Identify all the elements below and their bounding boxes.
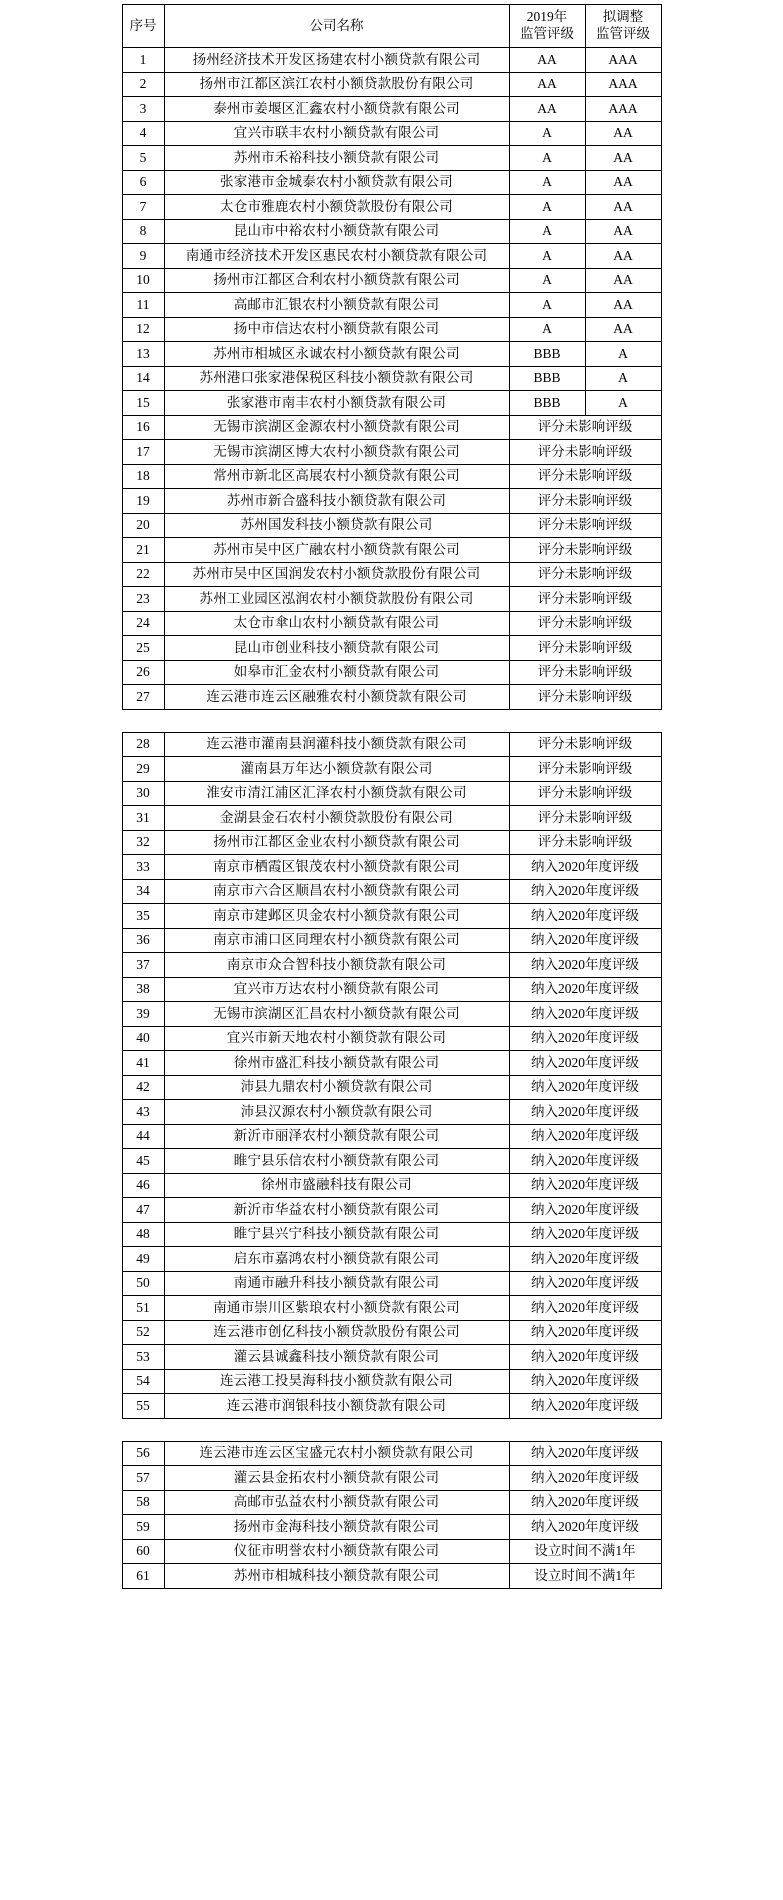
cell-company-name: 扬州市江都区金业农村小额贷款有限公司 <box>164 830 509 855</box>
cell-no: 51 <box>122 1296 164 1321</box>
cell-new-rating: AA <box>585 146 661 171</box>
cell-no: 19 <box>122 489 164 514</box>
table-row <box>122 293 661 318</box>
table-row <box>122 1320 661 1345</box>
cell-rating-note: 评分未影响评级 <box>509 781 661 806</box>
cell-no: 11 <box>122 293 164 318</box>
cell-no: 8 <box>122 219 164 244</box>
cell-rating-note: 评分未影响评级 <box>509 464 661 489</box>
cell-rating-note: 评分未影响评级 <box>509 806 661 831</box>
cell-no: 35 <box>122 904 164 929</box>
cell-company-name: 南通市融升科技小额贷款有限公司 <box>164 1271 509 1296</box>
cell-no: 24 <box>122 611 164 636</box>
cell-rating-note: 纳入2020年度评级 <box>509 1515 661 1540</box>
table-row <box>122 317 661 342</box>
table-row <box>122 1124 661 1149</box>
cell-rating-note: 纳入2020年度评级 <box>509 1345 661 1370</box>
cell-company-name: 扬中市信达农村小额贷款有限公司 <box>164 317 509 342</box>
cell-rating-note: 纳入2020年度评级 <box>509 928 661 953</box>
cell-company-name: 宜兴市新天地农村小额贷款有限公司 <box>164 1026 509 1051</box>
cell-rating-note: 纳入2020年度评级 <box>509 953 661 978</box>
cell-no: 52 <box>122 1320 164 1345</box>
cell-no: 46 <box>122 1173 164 1198</box>
rating-table-block-3 <box>122 1441 662 1589</box>
table-row <box>122 1564 661 1589</box>
table-row <box>122 1198 661 1223</box>
cell-company-name: 连云港市润银科技小额贷款有限公司 <box>164 1394 509 1419</box>
cell-company-name: 常州市新北区高展农村小额贷款有限公司 <box>164 464 509 489</box>
cell-old-rating: BBB <box>509 391 585 416</box>
cell-rating-note: 评分未影响评级 <box>509 440 661 465</box>
cell-no: 40 <box>122 1026 164 1051</box>
table-row <box>122 489 661 514</box>
cell-rating-note: 纳入2020年度评级 <box>509 1149 661 1174</box>
cell-company-name: 沛县汉源农村小额贷款有限公司 <box>164 1100 509 1125</box>
cell-rating-note: 评分未影响评级 <box>509 660 661 685</box>
cell-no: 3 <box>122 97 164 122</box>
table-row <box>122 732 661 757</box>
header-new-rating <box>585 5 661 48</box>
cell-rating-note: 设立时间不满1年 <box>509 1564 661 1589</box>
table-row <box>122 415 661 440</box>
cell-no: 18 <box>122 464 164 489</box>
cell-rating-note: 纳入2020年度评级 <box>509 1026 661 1051</box>
header-new-rating-line2: 监管评级 <box>596 26 650 41</box>
cell-no: 47 <box>122 1198 164 1223</box>
cell-company-name: 苏州市相城科技小额贷款有限公司 <box>164 1564 509 1589</box>
cell-rating-note: 纳入2020年度评级 <box>509 1369 661 1394</box>
cell-old-rating: A <box>509 195 585 220</box>
cell-no: 7 <box>122 195 164 220</box>
cell-no: 41 <box>122 1051 164 1076</box>
cell-no: 27 <box>122 685 164 710</box>
cell-rating-note: 纳入2020年度评级 <box>509 1075 661 1100</box>
cell-new-rating: AAA <box>585 97 661 122</box>
cell-no: 45 <box>122 1149 164 1174</box>
table-row <box>122 121 661 146</box>
cell-old-rating: A <box>509 121 585 146</box>
cell-rating-note: 评分未影响评级 <box>509 830 661 855</box>
cell-old-rating: A <box>509 293 585 318</box>
cell-no: 44 <box>122 1124 164 1149</box>
rating-table-block-1 <box>122 4 662 710</box>
table-row <box>122 636 661 661</box>
table-row <box>122 977 661 1002</box>
cell-company-name: 扬州经济技术开发区扬建农村小额贷款有限公司 <box>164 48 509 73</box>
cell-rating-note: 纳入2020年度评级 <box>509 1271 661 1296</box>
cell-no: 34 <box>122 879 164 904</box>
cell-rating-note: 纳入2020年度评级 <box>509 855 661 880</box>
cell-old-rating: AA <box>509 72 585 97</box>
table-row <box>122 342 661 367</box>
table-row <box>122 1490 661 1515</box>
cell-rating-note: 纳入2020年度评级 <box>509 1394 661 1419</box>
cell-old-rating: BBB <box>509 342 585 367</box>
cell-rating-note: 纳入2020年度评级 <box>509 1441 661 1466</box>
cell-rating-note: 评分未影响评级 <box>509 489 661 514</box>
cell-no: 14 <box>122 366 164 391</box>
cell-company-name: 张家港市金城泰农村小额贷款有限公司 <box>164 170 509 195</box>
cell-company-name: 扬州市江都区合利农村小额贷款有限公司 <box>164 268 509 293</box>
cell-no: 43 <box>122 1100 164 1125</box>
cell-old-rating: A <box>509 268 585 293</box>
table-row <box>122 1051 661 1076</box>
header-old-rating <box>509 5 585 48</box>
cell-company-name: 新沂市丽泽农村小额贷款有限公司 <box>164 1124 509 1149</box>
cell-rating-note: 纳入2020年度评级 <box>509 977 661 1002</box>
cell-no: 49 <box>122 1247 164 1272</box>
table-row <box>122 366 661 391</box>
cell-company-name: 宜兴市万达农村小额贷款有限公司 <box>164 977 509 1002</box>
table-row <box>122 1100 661 1125</box>
cell-company-name: 苏州市吴中区国润发农村小额贷款股份有限公司 <box>164 562 509 587</box>
table-row <box>122 830 661 855</box>
table-row <box>122 1515 661 1540</box>
table-body-block-2 <box>122 732 661 1418</box>
cell-new-rating: AAA <box>585 72 661 97</box>
table-row <box>122 244 661 269</box>
cell-no: 60 <box>122 1539 164 1564</box>
cell-old-rating: A <box>509 317 585 342</box>
cell-company-name: 金湖县金石农村小额贷款股份有限公司 <box>164 806 509 831</box>
cell-new-rating: A <box>585 366 661 391</box>
cell-new-rating: A <box>585 342 661 367</box>
cell-old-rating: BBB <box>509 366 585 391</box>
cell-company-name: 灌南县万年达小额贷款有限公司 <box>164 757 509 782</box>
cell-rating-note: 纳入2020年度评级 <box>509 1002 661 1027</box>
cell-no: 30 <box>122 781 164 806</box>
cell-rating-note: 评分未影响评级 <box>509 538 661 563</box>
cell-company-name: 苏州国发科技小额贷款有限公司 <box>164 513 509 538</box>
cell-rating-note: 纳入2020年度评级 <box>509 904 661 929</box>
header-old-rating-line1: 2019年 <box>526 9 568 25</box>
table-row <box>122 1075 661 1100</box>
table-row <box>122 464 661 489</box>
cell-no: 58 <box>122 1490 164 1515</box>
table-row <box>122 268 661 293</box>
cell-no: 29 <box>122 757 164 782</box>
cell-no: 39 <box>122 1002 164 1027</box>
table-row <box>122 879 661 904</box>
table-row <box>122 1369 661 1394</box>
table-row <box>122 611 661 636</box>
cell-new-rating: AAA <box>585 48 661 73</box>
cell-no: 33 <box>122 855 164 880</box>
cell-no: 36 <box>122 928 164 953</box>
cell-no: 50 <box>122 1271 164 1296</box>
cell-no: 61 <box>122 1564 164 1589</box>
table-row <box>122 1222 661 1247</box>
cell-company-name: 南京市栖霞区银茂农村小额贷款有限公司 <box>164 855 509 880</box>
cell-no: 20 <box>122 513 164 538</box>
cell-rating-note: 设立时间不满1年 <box>509 1539 661 1564</box>
cell-rating-note: 评分未影响评级 <box>509 415 661 440</box>
cell-company-name: 苏州市相城区永诚农村小额贷款有限公司 <box>164 342 509 367</box>
cell-no: 57 <box>122 1466 164 1491</box>
cell-no: 37 <box>122 953 164 978</box>
cell-company-name: 南通市经济技术开发区惠民农村小额贷款有限公司 <box>164 244 509 269</box>
table-row <box>122 1247 661 1272</box>
cell-company-name: 无锡市滨湖区金源农村小额贷款有限公司 <box>164 415 509 440</box>
cell-company-name: 南京市浦口区同理农村小额贷款有限公司 <box>164 928 509 953</box>
cell-rating-note: 纳入2020年度评级 <box>509 879 661 904</box>
cell-new-rating: AA <box>585 244 661 269</box>
cell-no: 15 <box>122 391 164 416</box>
cell-company-name: 连云港市创亿科技小额贷款股份有限公司 <box>164 1320 509 1345</box>
block-spacer-2 <box>0 1419 783 1441</box>
cell-rating-note: 评分未影响评级 <box>509 611 661 636</box>
table-row <box>122 1271 661 1296</box>
cell-new-rating: AA <box>585 170 661 195</box>
table-row <box>122 587 661 612</box>
table-row <box>122 440 661 465</box>
table-row <box>122 195 661 220</box>
cell-rating-note: 纳入2020年度评级 <box>509 1124 661 1149</box>
cell-company-name: 徐州市盛汇科技小额贷款有限公司 <box>164 1051 509 1076</box>
cell-rating-note: 纳入2020年度评级 <box>509 1173 661 1198</box>
table-body-block-1 <box>122 48 661 710</box>
cell-company-name: 宜兴市联丰农村小额贷款有限公司 <box>164 121 509 146</box>
cell-rating-note: 纳入2020年度评级 <box>509 1466 661 1491</box>
cell-company-name: 高邮市弘益农村小额贷款有限公司 <box>164 1490 509 1515</box>
cell-rating-note: 纳入2020年度评级 <box>509 1100 661 1125</box>
rating-table-block-2 <box>122 732 662 1419</box>
cell-company-name: 灌云县金拓农村小额贷款有限公司 <box>164 1466 509 1491</box>
cell-company-name: 连云港工投昊海科技小额贷款有限公司 <box>164 1369 509 1394</box>
cell-no: 21 <box>122 538 164 563</box>
table-row <box>122 1539 661 1564</box>
cell-old-rating: AA <box>509 97 585 122</box>
header-old-rating-line2: 监管评级 <box>520 26 574 41</box>
cell-company-name: 新沂市华益农村小额贷款有限公司 <box>164 1198 509 1223</box>
cell-no: 53 <box>122 1345 164 1370</box>
cell-rating-note: 纳入2020年度评级 <box>509 1490 661 1515</box>
cell-no: 12 <box>122 317 164 342</box>
cell-company-name: 太仓市雅鹿农村小额贷款股份有限公司 <box>164 195 509 220</box>
cell-no: 16 <box>122 415 164 440</box>
header-no: 序号 <box>122 5 164 48</box>
cell-company-name: 睢宁县兴宁科技小额贷款有限公司 <box>164 1222 509 1247</box>
table-row <box>122 1466 661 1491</box>
cell-company-name: 沛县九鼎农村小额贷款有限公司 <box>164 1075 509 1100</box>
cell-rating-note: 纳入2020年度评级 <box>509 1222 661 1247</box>
cell-no: 25 <box>122 636 164 661</box>
cell-old-rating: AA <box>509 48 585 73</box>
cell-company-name: 昆山市中裕农村小额贷款有限公司 <box>164 219 509 244</box>
table-row <box>122 1394 661 1419</box>
cell-old-rating: A <box>509 146 585 171</box>
table-row <box>122 953 661 978</box>
cell-company-name: 启东市嘉鸿农村小额贷款有限公司 <box>164 1247 509 1272</box>
cell-no: 55 <box>122 1394 164 1419</box>
cell-rating-note: 纳入2020年度评级 <box>509 1247 661 1272</box>
table-row <box>122 1173 661 1198</box>
table-row <box>122 97 661 122</box>
cell-no: 48 <box>122 1222 164 1247</box>
table-row <box>122 1441 661 1466</box>
cell-company-name: 扬州市江都区滨江农村小额贷款股份有限公司 <box>164 72 509 97</box>
cell-no: 13 <box>122 342 164 367</box>
table-row <box>122 904 661 929</box>
table-row <box>122 660 661 685</box>
cell-company-name: 仪征市明誉农村小额贷款有限公司 <box>164 1539 509 1564</box>
cell-rating-note: 纳入2020年度评级 <box>509 1051 661 1076</box>
cell-no: 2 <box>122 72 164 97</box>
cell-company-name: 如皋市汇金农村小额贷款有限公司 <box>164 660 509 685</box>
table-row <box>122 1149 661 1174</box>
cell-company-name: 连云港市连云区融雅农村小额贷款有限公司 <box>164 685 509 710</box>
cell-no: 28 <box>122 732 164 757</box>
cell-no: 56 <box>122 1441 164 1466</box>
table-header <box>122 5 661 48</box>
cell-company-name: 张家港市南丰农村小额贷款有限公司 <box>164 391 509 416</box>
cell-rating-note: 评分未影响评级 <box>509 685 661 710</box>
header-row <box>122 5 661 48</box>
cell-company-name: 淮安市清江浦区汇泽农村小额贷款有限公司 <box>164 781 509 806</box>
cell-new-rating: AA <box>585 121 661 146</box>
table-row <box>122 170 661 195</box>
table-row <box>122 538 661 563</box>
cell-rating-note: 纳入2020年度评级 <box>509 1320 661 1345</box>
cell-company-name: 高邮市汇银农村小额贷款有限公司 <box>164 293 509 318</box>
cell-rating-note: 评分未影响评级 <box>509 732 661 757</box>
cell-company-name: 徐州市盛融科技有限公司 <box>164 1173 509 1198</box>
cell-no: 22 <box>122 562 164 587</box>
table-row <box>122 806 661 831</box>
cell-no: 32 <box>122 830 164 855</box>
cell-company-name: 扬州市金海科技小额贷款有限公司 <box>164 1515 509 1540</box>
cell-company-name: 苏州工业园区泓润农村小额贷款股份有限公司 <box>164 587 509 612</box>
cell-company-name: 南京市六合区顺昌农村小额贷款有限公司 <box>164 879 509 904</box>
cell-company-name: 南通市崇川区紫琅农村小额贷款有限公司 <box>164 1296 509 1321</box>
cell-no: 31 <box>122 806 164 831</box>
cell-no: 5 <box>122 146 164 171</box>
cell-no: 23 <box>122 587 164 612</box>
block-spacer-1 <box>0 710 783 732</box>
cell-company-name: 灌云县诚鑫科技小额贷款有限公司 <box>164 1345 509 1370</box>
cell-new-rating: AA <box>585 268 661 293</box>
cell-rating-note: 评分未影响评级 <box>509 636 661 661</box>
table-row <box>122 855 661 880</box>
table-row <box>122 146 661 171</box>
cell-new-rating: AA <box>585 219 661 244</box>
cell-company-name: 太仓市傘山农村小额贷款有限公司 <box>164 611 509 636</box>
cell-new-rating: AA <box>585 195 661 220</box>
cell-company-name: 睢宁县乐信农村小额贷款有限公司 <box>164 1149 509 1174</box>
cell-old-rating: A <box>509 244 585 269</box>
cell-no: 1 <box>122 48 164 73</box>
table-row <box>122 1026 661 1051</box>
table-row <box>122 1296 661 1321</box>
cell-rating-note: 评分未影响评级 <box>509 562 661 587</box>
cell-no: 42 <box>122 1075 164 1100</box>
cell-no: 4 <box>122 121 164 146</box>
cell-old-rating: A <box>509 170 585 195</box>
cell-rating-note: 纳入2020年度评级 <box>509 1296 661 1321</box>
cell-rating-note: 评分未影响评级 <box>509 757 661 782</box>
cell-new-rating: AA <box>585 293 661 318</box>
table-row <box>122 48 661 73</box>
cell-no: 9 <box>122 244 164 269</box>
header-company: 公司名称 <box>164 5 509 48</box>
cell-no: 26 <box>122 660 164 685</box>
cell-no: 38 <box>122 977 164 1002</box>
table-row <box>122 562 661 587</box>
table-row <box>122 685 661 710</box>
cell-company-name: 连云港市连云区宝盛元农村小额贷款有限公司 <box>164 1441 509 1466</box>
cell-company-name: 泰州市姜堰区汇鑫农村小额贷款有限公司 <box>164 97 509 122</box>
header-new-rating-line1: 拟调整 <box>602 9 644 25</box>
cell-rating-note: 评分未影响评级 <box>509 587 661 612</box>
cell-no: 10 <box>122 268 164 293</box>
cell-no: 6 <box>122 170 164 195</box>
cell-company-name: 苏州市吴中区广融农村小额贷款有限公司 <box>164 538 509 563</box>
cell-company-name: 无锡市滨湖区汇昌农村小额贷款有限公司 <box>164 1002 509 1027</box>
table-row <box>122 219 661 244</box>
cell-company-name: 南京市建邺区贝金农村小额贷款有限公司 <box>164 904 509 929</box>
cell-company-name: 苏州市禾裕科技小额贷款有限公司 <box>164 146 509 171</box>
cell-company-name: 无锡市滨湖区博大农村小额贷款有限公司 <box>164 440 509 465</box>
cell-no: 59 <box>122 1515 164 1540</box>
table-body-block-3 <box>122 1441 661 1588</box>
cell-company-name: 苏州市新合盛科技小额贷款有限公司 <box>164 489 509 514</box>
cell-company-name: 南京市众合智科技小额贷款有限公司 <box>164 953 509 978</box>
cell-company-name: 苏州港口张家港保税区科技小额贷款有限公司 <box>164 366 509 391</box>
cell-no: 54 <box>122 1369 164 1394</box>
cell-old-rating: A <box>509 219 585 244</box>
table-row <box>122 781 661 806</box>
cell-rating-note: 评分未影响评级 <box>509 513 661 538</box>
cell-company-name: 昆山市创业科技小额贷款有限公司 <box>164 636 509 661</box>
cell-new-rating: A <box>585 391 661 416</box>
table-row <box>122 72 661 97</box>
table-row <box>122 391 661 416</box>
cell-rating-note: 纳入2020年度评级 <box>509 1198 661 1223</box>
cell-company-name: 连云港市灌南县润灌科技小额贷款有限公司 <box>164 732 509 757</box>
cell-no: 17 <box>122 440 164 465</box>
table-row <box>122 1002 661 1027</box>
table-row <box>122 1345 661 1370</box>
cell-new-rating: AA <box>585 317 661 342</box>
table-row <box>122 928 661 953</box>
table-row <box>122 757 661 782</box>
table-row <box>122 513 661 538</box>
